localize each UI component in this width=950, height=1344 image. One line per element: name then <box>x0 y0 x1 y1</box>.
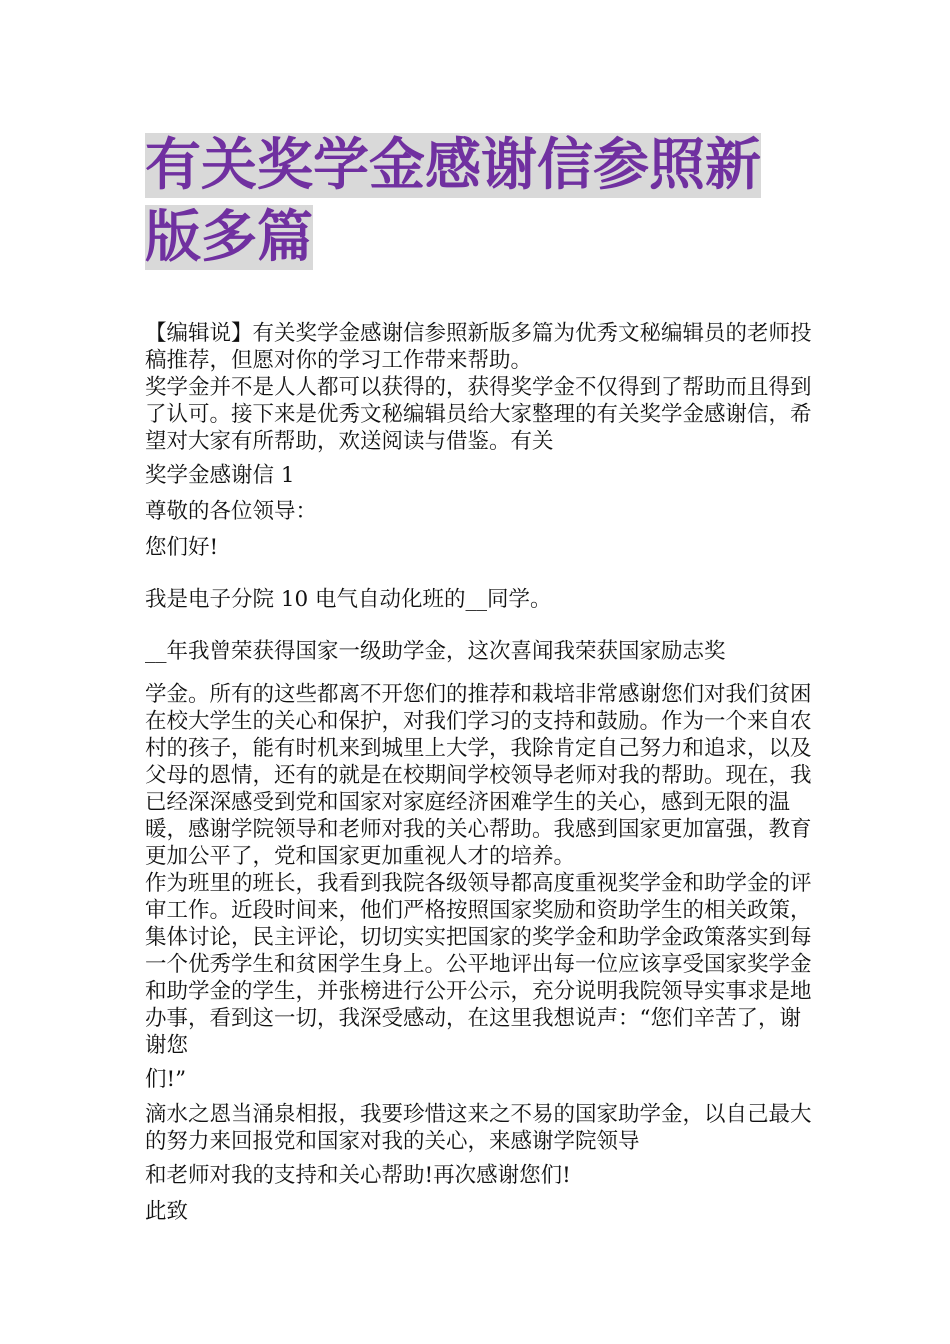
body-paragraph: 作为班里的班长，我看到我院各级领导都高度重视奖学金和助学金的评审工作。近段时间来，他们严格按照国家奖励和资助学生的相关政策，集体讨论，民主评论，切切实实把国家的奖学金和助学金政策落实到每一个优秀学生和贫困学生身上。公平地评出每一位应该享受国家奖学金和助学金的学生，并张榜进行公开公示，充分说明我院领导实事求是地办事，看到这一切，我深受感动，在这里我想说声：“您们辛苦了，谢谢您 <box>145 871 812 1058</box>
document-body <box>145 320 815 1227</box>
body-paragraph: 滴水之恩当涌泉相报，我要珍惜这来之不易的国家助学金，以自己最大的努力来回报党和国家对我的关心，来感谢学院领导 <box>145 1102 812 1154</box>
title-text: 有关奖学金感谢信参照新版多篇 <box>145 133 761 270</box>
section-heading: 奖学金感谢信 1 <box>145 463 295 488</box>
greeting: 您们好! <box>145 535 219 560</box>
intro-paragraph: 奖学金并不是人人都可以获得的，获得奖学金不仅得到了帮助而且得到了认可。接下来是优秀文秘编辑员给大家整理的有关奖学金感谢信，希望对大家有所帮助，欢送阅读与借鉴。有关 <box>145 375 812 454</box>
body-paragraph: 我是电子分院 10 电气自动化班的__同学。 <box>145 587 552 612</box>
closing: 此致 <box>145 1199 189 1224</box>
body-paragraph: 学金。所有的这些都离不开您们的推荐和栽培非常感谢您们对我们贫困在校大学生的关心和保护，对我们学习的支持和鼓励。作为一个来自农村的孩子，能有时机来到城里上大学，我除肯定自己努力和追求，以及父母的恩情，还有的就是在校期间学校领导老师对我的帮助。现在，我已经深深感受到党和国家对家庭经济困难学生的关心，感到无限的温暖，感谢学院领导和老师对我的关心帮助。我感到国家更加富强，教育更加公平了，党和国家更加重视人才的培养。 <box>145 682 812 869</box>
body-paragraph: 们!” <box>145 1067 187 1092</box>
intro-paragraph: 【编辑说】有关奖学金感谢信参照新版多篇为优秀文秘编辑员的老师投稿推荐，但愿对你的学习工作带来帮助。 <box>145 321 812 373</box>
page-title <box>145 130 815 274</box>
body-paragraph: __年我曾荣获得国家一级助学金，这次喜闻我荣获国家励志奖 <box>145 639 726 664</box>
body-paragraph: 和老师对我的支持和关心帮助!再次感谢您们! <box>145 1163 571 1188</box>
salutation: 尊敬的各位领导： <box>145 499 318 524</box>
